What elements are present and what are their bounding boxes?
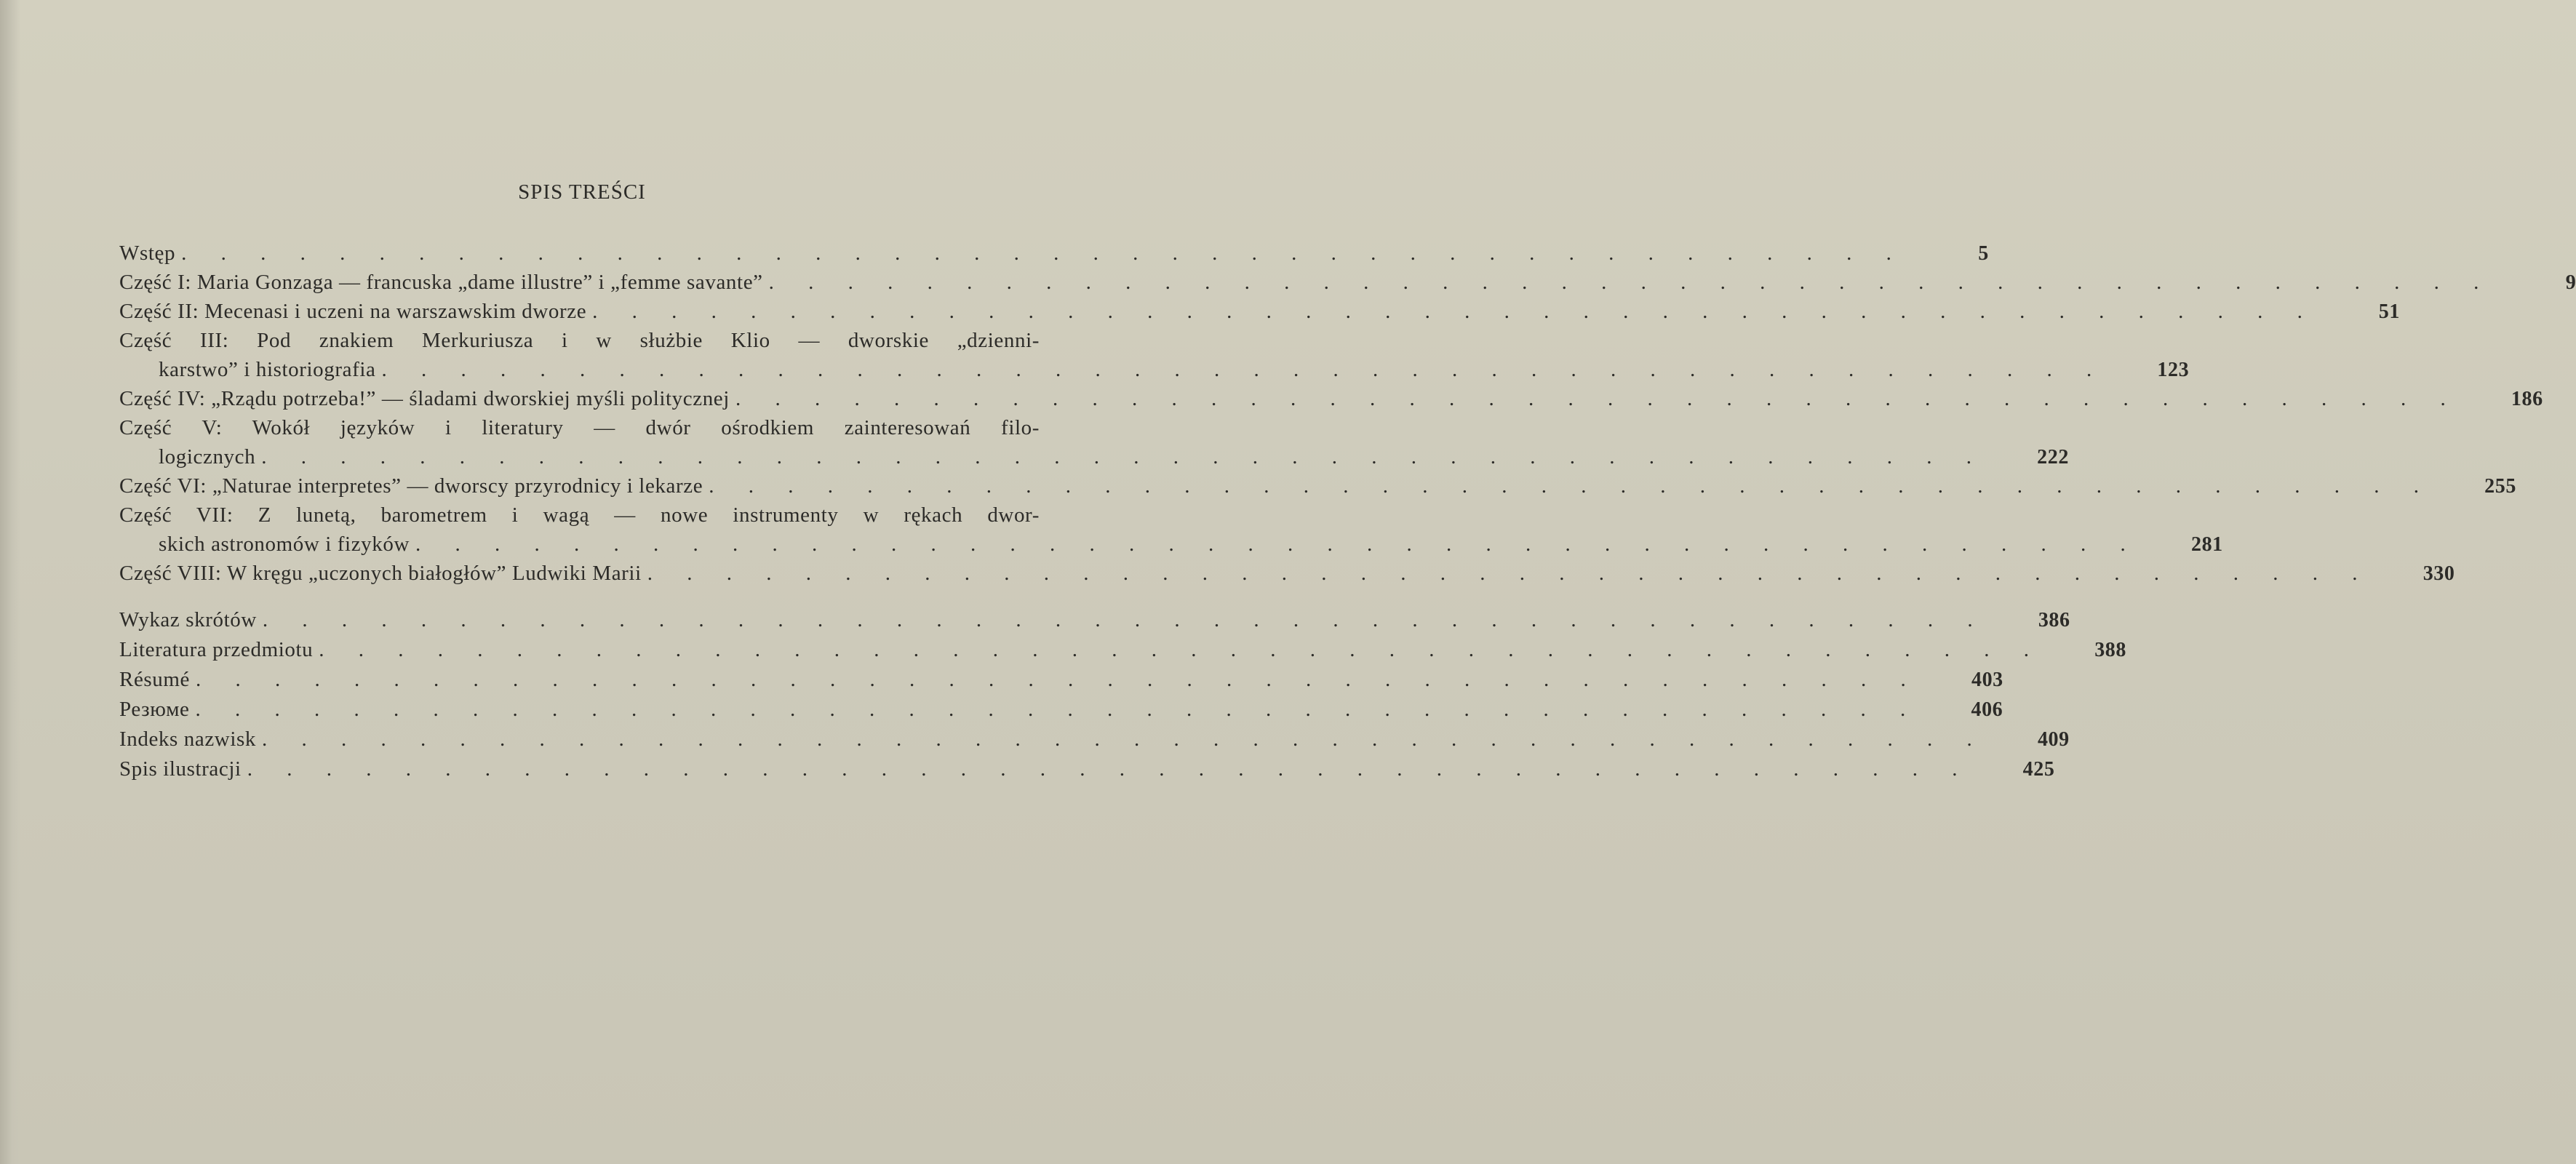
toc-entry-title-line2: skich astronomów i fizyków xyxy=(159,533,410,556)
leader-dots: . . . . . . . . . . . . . . . . . . . . . . . . . . . . . . . . . . . . . . . . . . . . xyxy=(709,474,2433,498)
leader-dots: . . . . . . . . . . . . . . . . . . . . . . . . . . . . . . . . . . . . . . . . . . . . xyxy=(261,445,1986,469)
toc-entry xyxy=(119,501,2223,559)
toc-entry xyxy=(119,413,2069,472)
toc-entry xyxy=(119,268,2576,298)
toc-entry-page: 330 xyxy=(2423,562,2455,585)
back-matter-page: 386 xyxy=(2038,609,2070,631)
back-matter-title: Literatura przedmiotu xyxy=(119,638,314,661)
leader-dots: . . . . . . . . . . . . . . . . . . . . . . . . . . . . . . . . . . . . . . . . . . . . xyxy=(262,608,1987,631)
leader-dots: . . . . . . . . . . . . . . . . . . . . . . . . . . . . . . . . . . . . . . . . . . . . xyxy=(262,728,1987,751)
toc-entry-page: 281 xyxy=(2190,533,2223,556)
back-matter-page: 425 xyxy=(2022,758,2055,781)
leader-dots: . . . . . . . . . . . . . . . . . . . . . . . . . . . . . . . . . . . . . . . . . . . . xyxy=(319,638,2043,661)
toc-entry-title: Część IV: „Rządu potrzeba!” — śladami dworskiej myśli politycznej xyxy=(119,387,730,410)
toc-entry xyxy=(119,384,2543,414)
page-title: SPIS TREŚCI xyxy=(518,180,646,204)
toc-entry-title: Część II: Mecenasi i uczeni na warszawskim dworze xyxy=(119,300,587,323)
toc-entry-title: Część VIII: W kręgu „uczonych białogłów” Ludwiki Marii xyxy=(119,562,642,585)
back-matter-title: Spis ilustracji xyxy=(119,757,242,781)
leader-dots: . . . . . . . . . . . . . . . . . . . . . . . . . . . . . . . . . . . . . . . . . . . . xyxy=(415,533,2140,556)
toc-entry xyxy=(119,471,2516,501)
leader-dots: . . . . . . . . . . . . . . . . . . . . . . . . . . . . . . . . . . . . . . . . . . . . xyxy=(247,757,1972,781)
back-matter-entry xyxy=(119,754,2055,784)
back-matter-title: Резюме xyxy=(119,698,190,721)
toc-entry xyxy=(119,326,2190,385)
toc-entry-page: 5 xyxy=(1978,242,1989,265)
back-matter-entry xyxy=(119,725,2070,754)
back-matter-title: Résumé xyxy=(119,668,191,691)
toc-entry-title: Część I: Maria Gonzaga — francuska „dame illustre” i „femme savante” xyxy=(119,271,763,294)
toc-entry-title-line1: Część VII: Z lunetą, barometrem i wagą — nowe instrumenty w rękach dwor- xyxy=(119,503,1040,527)
toc-entry-page: 51 xyxy=(2378,300,2400,323)
leader-dots: . . . . . . . . . . . . . . . . . . . . . . . . . . . . . . . . . . . . . . . . . . . . xyxy=(735,387,2460,410)
toc-entry-title-line1: Część III: Pod znakiem Merkuriusza i w służbie Klio — dworskie „dzienni- xyxy=(119,329,1040,352)
leader-dots: . . . . . . . . . . . . . . . . . . . . . . . . . . . . . . . . . . . . . . . . . . . . xyxy=(768,271,2494,294)
leader-dots: . . . . . . . . . . . . . . . . . . . . . . . . . . . . . . . . . . . . . . . . . . . . xyxy=(647,562,2372,585)
leader-dots: . . . . . . . . . . . . . . . . . . . . . . . . . . . . . . . . . . . . . . . . . . . . xyxy=(195,698,1921,721)
toc-entry-page: 222 xyxy=(2037,446,2069,469)
leader-dots: . . . . . . . . . . . . . . . . . . . . . . . . . . . . . . . . . . . . . . . . . . . . xyxy=(381,358,2107,381)
toc-entry-title: Wstęp xyxy=(119,242,176,265)
toc-entry-title-line1: Część V: Wokół języków i literatury — dwór ośrodkiem zainteresowań filo- xyxy=(119,416,1040,439)
back-matter-page: 403 xyxy=(1971,669,2003,691)
back-matter-entry xyxy=(119,605,2070,635)
toc-entry-page: 255 xyxy=(2484,475,2516,498)
back-matter-title: Indeks nazwisk xyxy=(119,728,256,751)
toc-entry xyxy=(119,239,1989,268)
toc-entry xyxy=(119,297,2400,327)
back-matter-title: Wykaz skrótów xyxy=(119,608,257,631)
leader-dots: . . . . . . . . . . . . . . . . . . . . . . . . . . . . . . . . . . . . . . . . . . . . xyxy=(592,300,2317,323)
toc-entry-title-line2: karstwo” i historiografia xyxy=(159,358,376,381)
toc-entry-title: Część VI: „Naturae interpretes” — dworscy przyrodnicy i lekarze xyxy=(119,474,703,498)
leader-dots: . . . . . . . . . . . . . . . . . . . . . . . . . . . . . . . . . . . . . . . . . . . . xyxy=(181,242,1906,265)
toc-entry-page: 9 xyxy=(2565,271,2576,294)
back-matter-page: 388 xyxy=(2094,639,2126,661)
toc-entry-title-line2: logicznych xyxy=(159,445,256,469)
toc-entry-page: 123 xyxy=(2157,359,2190,381)
back-matter-entry xyxy=(119,635,2126,665)
back-matter-entry xyxy=(119,695,2003,725)
leader-dots: . . . . . . . . . . . . . . . . . . . . . . . . . . . . . . . . . . . . . . . . . . . . xyxy=(196,668,1921,691)
back-matter-page: 409 xyxy=(2037,728,2070,751)
back-matter-entry xyxy=(119,665,2003,695)
back-matter-page: 406 xyxy=(1971,698,2003,721)
toc-entry-page: 186 xyxy=(2511,388,2543,410)
toc-entry xyxy=(119,559,2455,589)
